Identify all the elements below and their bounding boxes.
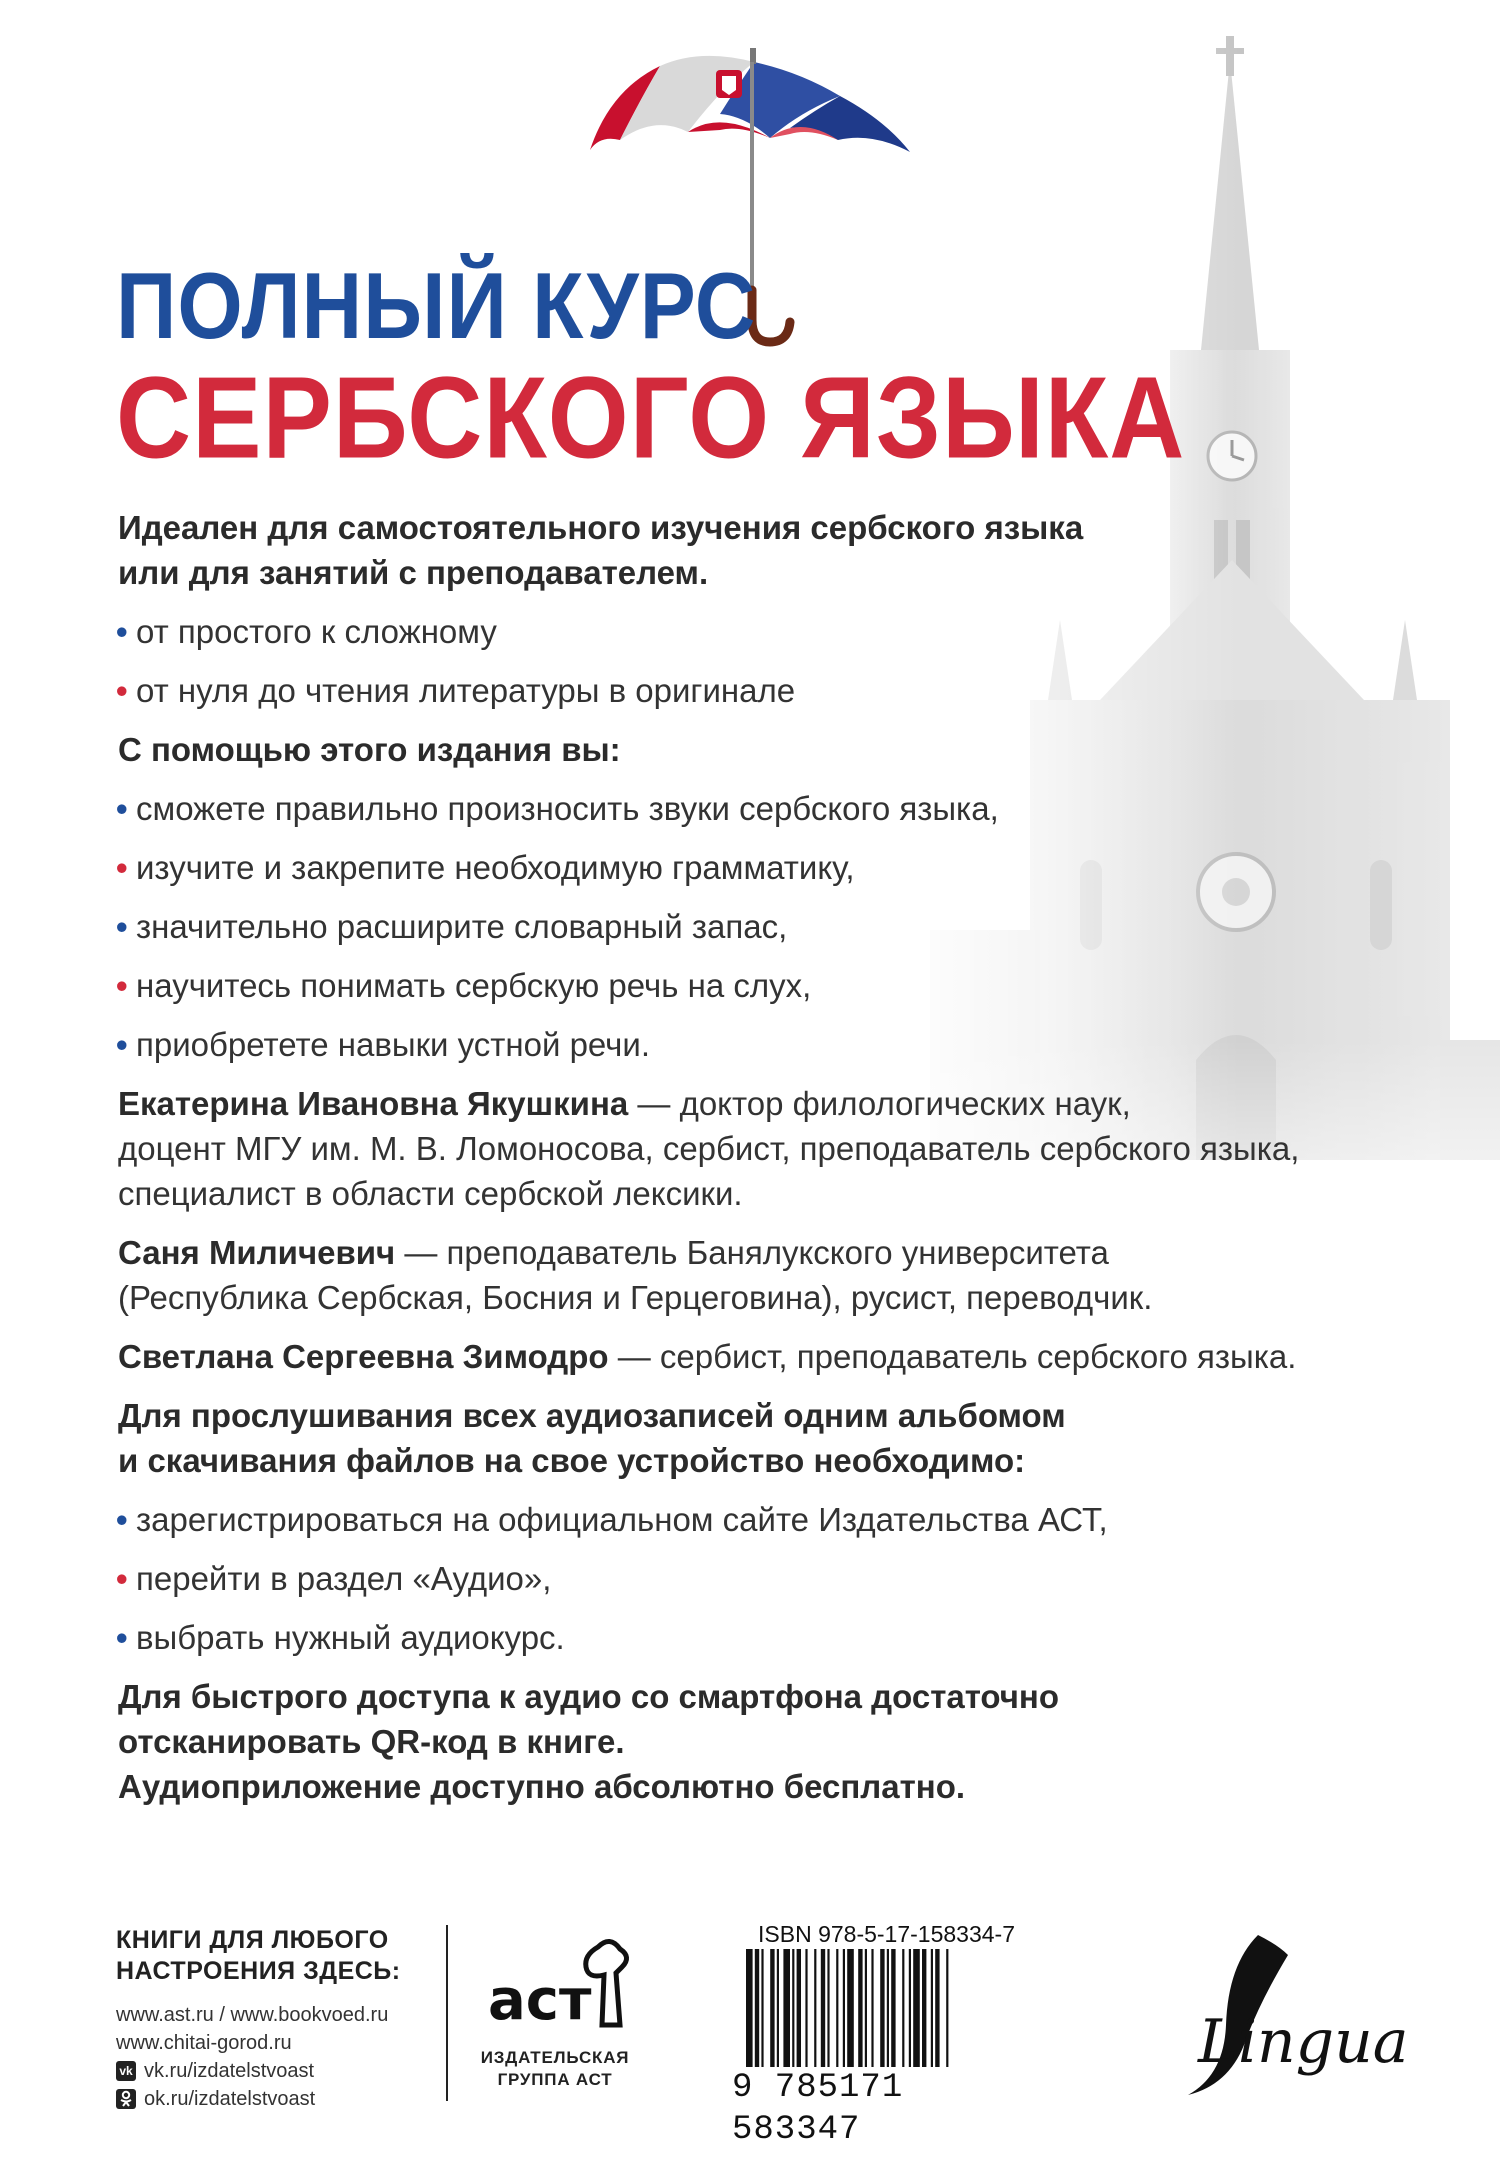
- intro-text: [118, 505, 1378, 595]
- ast-caption-line: ГРУППА АСТ: [497, 2070, 613, 2089]
- intro-line-1: Идеален для самостоятельного изучения сербского языка: [118, 509, 1084, 546]
- ok-link[interactable]: ok.ru/izdatelstvoast: [144, 2088, 316, 2110]
- intro-line-2: или для занятий с преподавателем.: [118, 554, 709, 591]
- qr-note: [118, 1674, 1378, 1809]
- footer-heading: [116, 1925, 401, 1987]
- benefit-item: • приобретете навыки устной речи.: [118, 1022, 1378, 1067]
- qr-note-line: отсканировать QR-код в книге.: [118, 1723, 625, 1760]
- audio-heading-line: Для прослушивания всех аудиозаписей одним альбомом: [118, 1397, 1066, 1434]
- feature-item: • от простого к сложному: [118, 609, 1378, 654]
- qr-note-line: Аудиоприложение доступно абсолютно бесплатно.: [118, 1768, 966, 1805]
- author-name: Светлана Сергеевна Зимодро: [118, 1338, 609, 1375]
- site-link[interactable]: www.ast.ru / www.bookvoed.ru: [116, 2004, 389, 2026]
- audio-step: • выбрать нужный аудиокурс.: [118, 1615, 1378, 1660]
- odnoklassniki-icon: [116, 2089, 136, 2109]
- barcode-number: 9 785171 583347: [732, 2067, 1052, 2109]
- author-bio-line: — сербист, преподаватель сербского языка.: [608, 1338, 1297, 1375]
- ast-caption: [470, 2047, 640, 2091]
- author-name: Саня Миличевич: [118, 1234, 396, 1271]
- title-line-2: СЕРБСКОГО ЯЗЫКА: [116, 353, 1186, 484]
- author-bio-line: доцент МГУ им. М. В. Ломоносова, сербист, преподаватель сербского языка,: [118, 1130, 1300, 1167]
- title-line-1: ПОЛНЫЙ КУРС: [116, 253, 757, 359]
- author-bio-line: (Республика Сербская, Босния и Герцеговина), русист, переводчик.: [118, 1279, 1153, 1316]
- audio-step: • зарегистрироваться на официальном сайте Издательства АСТ,: [118, 1497, 1378, 1542]
- vk-row[interactable]: [116, 2057, 388, 2085]
- footer-divider: [446, 1925, 448, 2101]
- author-bio: [118, 1081, 1378, 1216]
- audio-heading-line: и скачивания файлов на свое устройство необходимо:: [118, 1442, 1026, 1479]
- author-bio-line: — доктор филологических наук,: [628, 1085, 1131, 1122]
- audio-heading: [118, 1393, 1378, 1483]
- ast-caption-line: ИЗДАТЕЛЬСКАЯ: [480, 2048, 630, 2067]
- site-link[interactable]: www.chitai-gorod.ru: [116, 2032, 292, 2054]
- author-bio-line: специалист в области сербской лексики.: [118, 1175, 743, 1212]
- feature-item: • от нуля до чтения литературы в оригинале: [118, 668, 1378, 713]
- benefit-item: • изучите и закрепите необходимую грамматику,: [118, 845, 1378, 890]
- benefit-item: • сможете правильно произносить звуки сербского языка,: [118, 786, 1378, 831]
- audio-step: • перейти в раздел «Аудио»,: [118, 1556, 1378, 1601]
- ast-logo-text: аст: [488, 1968, 592, 2033]
- author-bio: [118, 1334, 1378, 1379]
- footer-heading-line: НАСТРОЕНИЯ ЗДЕСЬ:: [116, 1957, 401, 1985]
- author-name: Екатерина Ивановна Якушкина: [118, 1085, 629, 1122]
- benefit-item: • научитесь понимать сербскую речь на слух,: [118, 963, 1378, 1008]
- lingua-wordmark: Lingua: [1198, 2007, 1409, 2077]
- footer: [0, 1905, 1500, 2177]
- isbn-text: ISBN 978-5-17-158334-7: [758, 1921, 1015, 1947]
- benefit-item: • значительно расширите словарный запас,: [118, 904, 1378, 949]
- ok-row[interactable]: [116, 2085, 388, 2113]
- vk-link[interactable]: vk.ru/izdatelstvoast: [144, 2060, 315, 2082]
- ast-logo-icon: [470, 1927, 650, 2037]
- footer-links: [116, 2001, 388, 2113]
- footer-heading-line: КНИГИ ДЛЯ ЛЮБОГО: [116, 1926, 389, 1954]
- author-bio: [118, 1230, 1378, 1320]
- benefits-heading: С помощью этого издания вы:: [118, 731, 621, 768]
- vk-icon: vk: [116, 2061, 136, 2081]
- qr-note-line: Для быстрого доступа к аудио со смартфона достаточно: [118, 1678, 1060, 1715]
- description-block: [118, 505, 1378, 1823]
- author-bio-line: — преподаватель Банялукского университета: [395, 1234, 1109, 1271]
